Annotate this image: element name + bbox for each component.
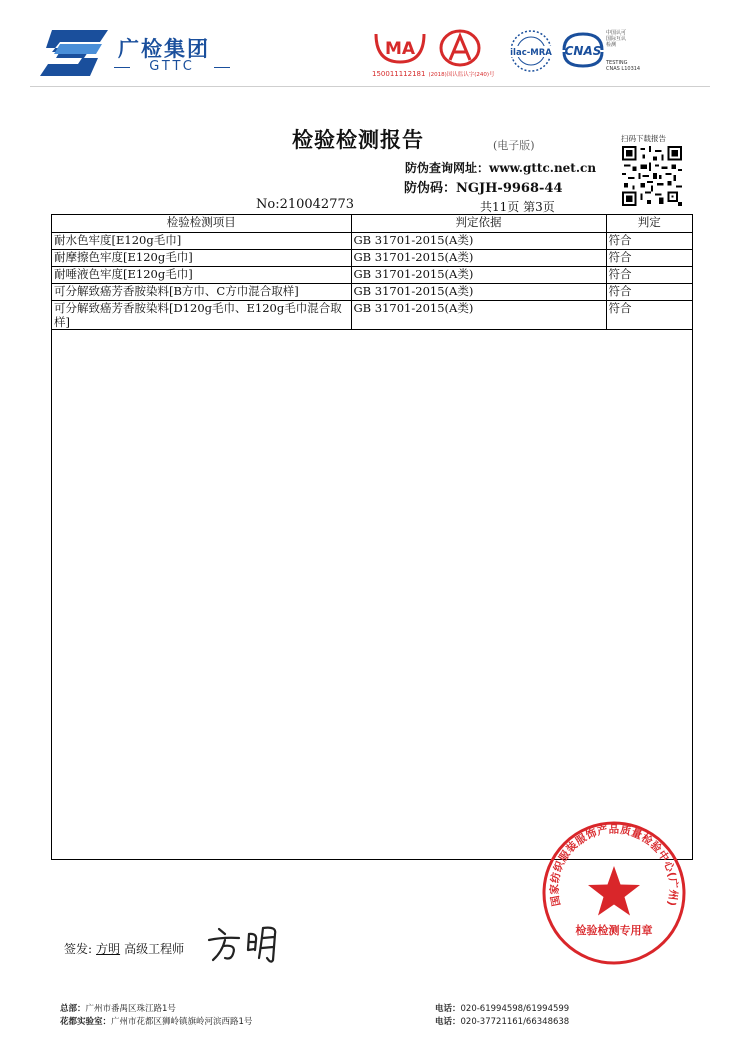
- column-header-basis: 判定依据: [351, 215, 606, 233]
- lab-label: 花都实验室：: [60, 1017, 112, 1027]
- column-header-verdict: 判定: [606, 215, 692, 233]
- hq-phone-label: 电话：: [435, 1004, 461, 1014]
- report-title: 检验检测报告: [292, 127, 424, 152]
- lab-address: [60, 1015, 252, 1027]
- certification-number: [372, 70, 495, 78]
- anti-fake-label: 防伪码：: [404, 181, 457, 196]
- table-row: [52, 250, 692, 267]
- cma-certification-icon: [372, 30, 428, 66]
- row-item: 可分解致癌芳香胺染料[B方巾、C方巾混合取样]: [52, 284, 351, 301]
- row-basis: GB 31701-2015(A类): [351, 301, 606, 330]
- anti-fake-code-line: [404, 177, 563, 196]
- hq-phone-value: 020-61994598/61994599: [460, 1004, 570, 1014]
- hq-label: 总部：: [60, 1004, 86, 1014]
- table-row: [52, 301, 692, 330]
- lab-phone-value: 020-37721161/66348638: [460, 1017, 570, 1027]
- results-table: [52, 215, 692, 330]
- cnas-testing-label: TESTING: [606, 60, 628, 66]
- row-item: 耐唾液色牢度[E120g毛巾]: [52, 267, 351, 284]
- gttc-logo-icon: [38, 28, 110, 78]
- hq-address: [60, 1002, 176, 1014]
- table-row: [52, 233, 692, 250]
- seal-ring-text: 国家纺织服装服饰产品质量检验中心(广州): [548, 823, 680, 908]
- lab-phone: [435, 1015, 569, 1027]
- cnas-accreditation-code: [606, 60, 640, 72]
- company-name: 广检集团: [118, 37, 210, 61]
- issuer-label: 签发:: [64, 942, 93, 956]
- hq-address-value: 广州市番禺区珠江路1号: [85, 1004, 176, 1014]
- row-item: 耐摩擦色牢度[E120g毛巾]: [52, 250, 351, 267]
- row-verdict: 符合: [606, 267, 692, 284]
- table-row: [52, 284, 692, 301]
- row-verdict: 符合: [606, 233, 692, 250]
- cnas-caption: [606, 30, 646, 49]
- cnas-icon: [558, 30, 608, 70]
- row-item: 耐水色牢度[E120g毛巾]: [52, 233, 351, 250]
- cal-certification-icon: [438, 28, 482, 68]
- lab-address-value: 广州市花都区狮岭镇旗岭河滨西路1号: [111, 1017, 253, 1027]
- cnas-caption-line: 中国认可: [606, 30, 627, 36]
- report-number: No:210042773: [256, 197, 355, 212]
- official-seal-icon: [541, 820, 687, 966]
- row-verdict: 符合: [606, 301, 692, 330]
- row-verdict: 符合: [606, 284, 692, 301]
- column-header-item: 检验检测项目: [52, 215, 351, 233]
- cert-number-note: (2018)国认监认字(240)号: [428, 72, 495, 78]
- header-divider: [30, 86, 710, 87]
- cnas-logo-text: CNAS: [564, 44, 602, 58]
- row-basis: GB 31701-2015(A类): [351, 267, 606, 284]
- issuer-name: 方明: [96, 942, 121, 956]
- qr-caption: 扫码下载报告: [621, 134, 666, 143]
- row-basis: GB 31701-2015(A类): [351, 284, 606, 301]
- table-header-row: [52, 215, 692, 233]
- verify-url-line: [405, 159, 596, 176]
- page-info: 共11页 第3页: [480, 200, 555, 214]
- anti-fake-code-value: NGJH-9968-44: [456, 181, 563, 196]
- verify-url-label: 防伪查询网址：: [405, 161, 490, 175]
- hq-phone: [435, 1002, 569, 1014]
- ilac-logo-text: ilac-MRA: [510, 48, 552, 58]
- ilac-mra-icon: [505, 28, 557, 74]
- seal-bottom-text: 检验检测专用章: [575, 924, 653, 937]
- qr-code-icon[interactable]: [622, 146, 682, 206]
- table-row: [52, 267, 692, 284]
- issuer-title: 高级工程师: [124, 942, 185, 956]
- company-abbreviation: GTTC: [118, 59, 226, 74]
- verify-url-link[interactable]: www.gttc.net.cn: [489, 161, 597, 175]
- lab-phone-label: 电话：: [435, 1017, 461, 1027]
- cnas-caption-line: 国际互认: [606, 36, 627, 43]
- row-basis: GB 31701-2015(A类): [351, 233, 606, 250]
- row-verdict: 符合: [606, 250, 692, 267]
- edition-tag: (电子版): [493, 139, 535, 152]
- issuer-line: [64, 940, 184, 957]
- cert-number-value: 150011112181: [372, 70, 426, 78]
- row-item: 可分解致癌芳香胺染料[D120g毛巾、E120g毛巾混合取样]: [52, 301, 351, 330]
- results-table-frame: [51, 214, 693, 860]
- cnas-code-value: CNAS L10314: [606, 66, 641, 72]
- cnas-caption-line: 检测: [606, 42, 617, 49]
- row-basis: GB 31701-2015(A类): [351, 250, 606, 267]
- handwritten-signature: [205, 920, 285, 964]
- ma-logo-text: MA: [384, 39, 416, 59]
